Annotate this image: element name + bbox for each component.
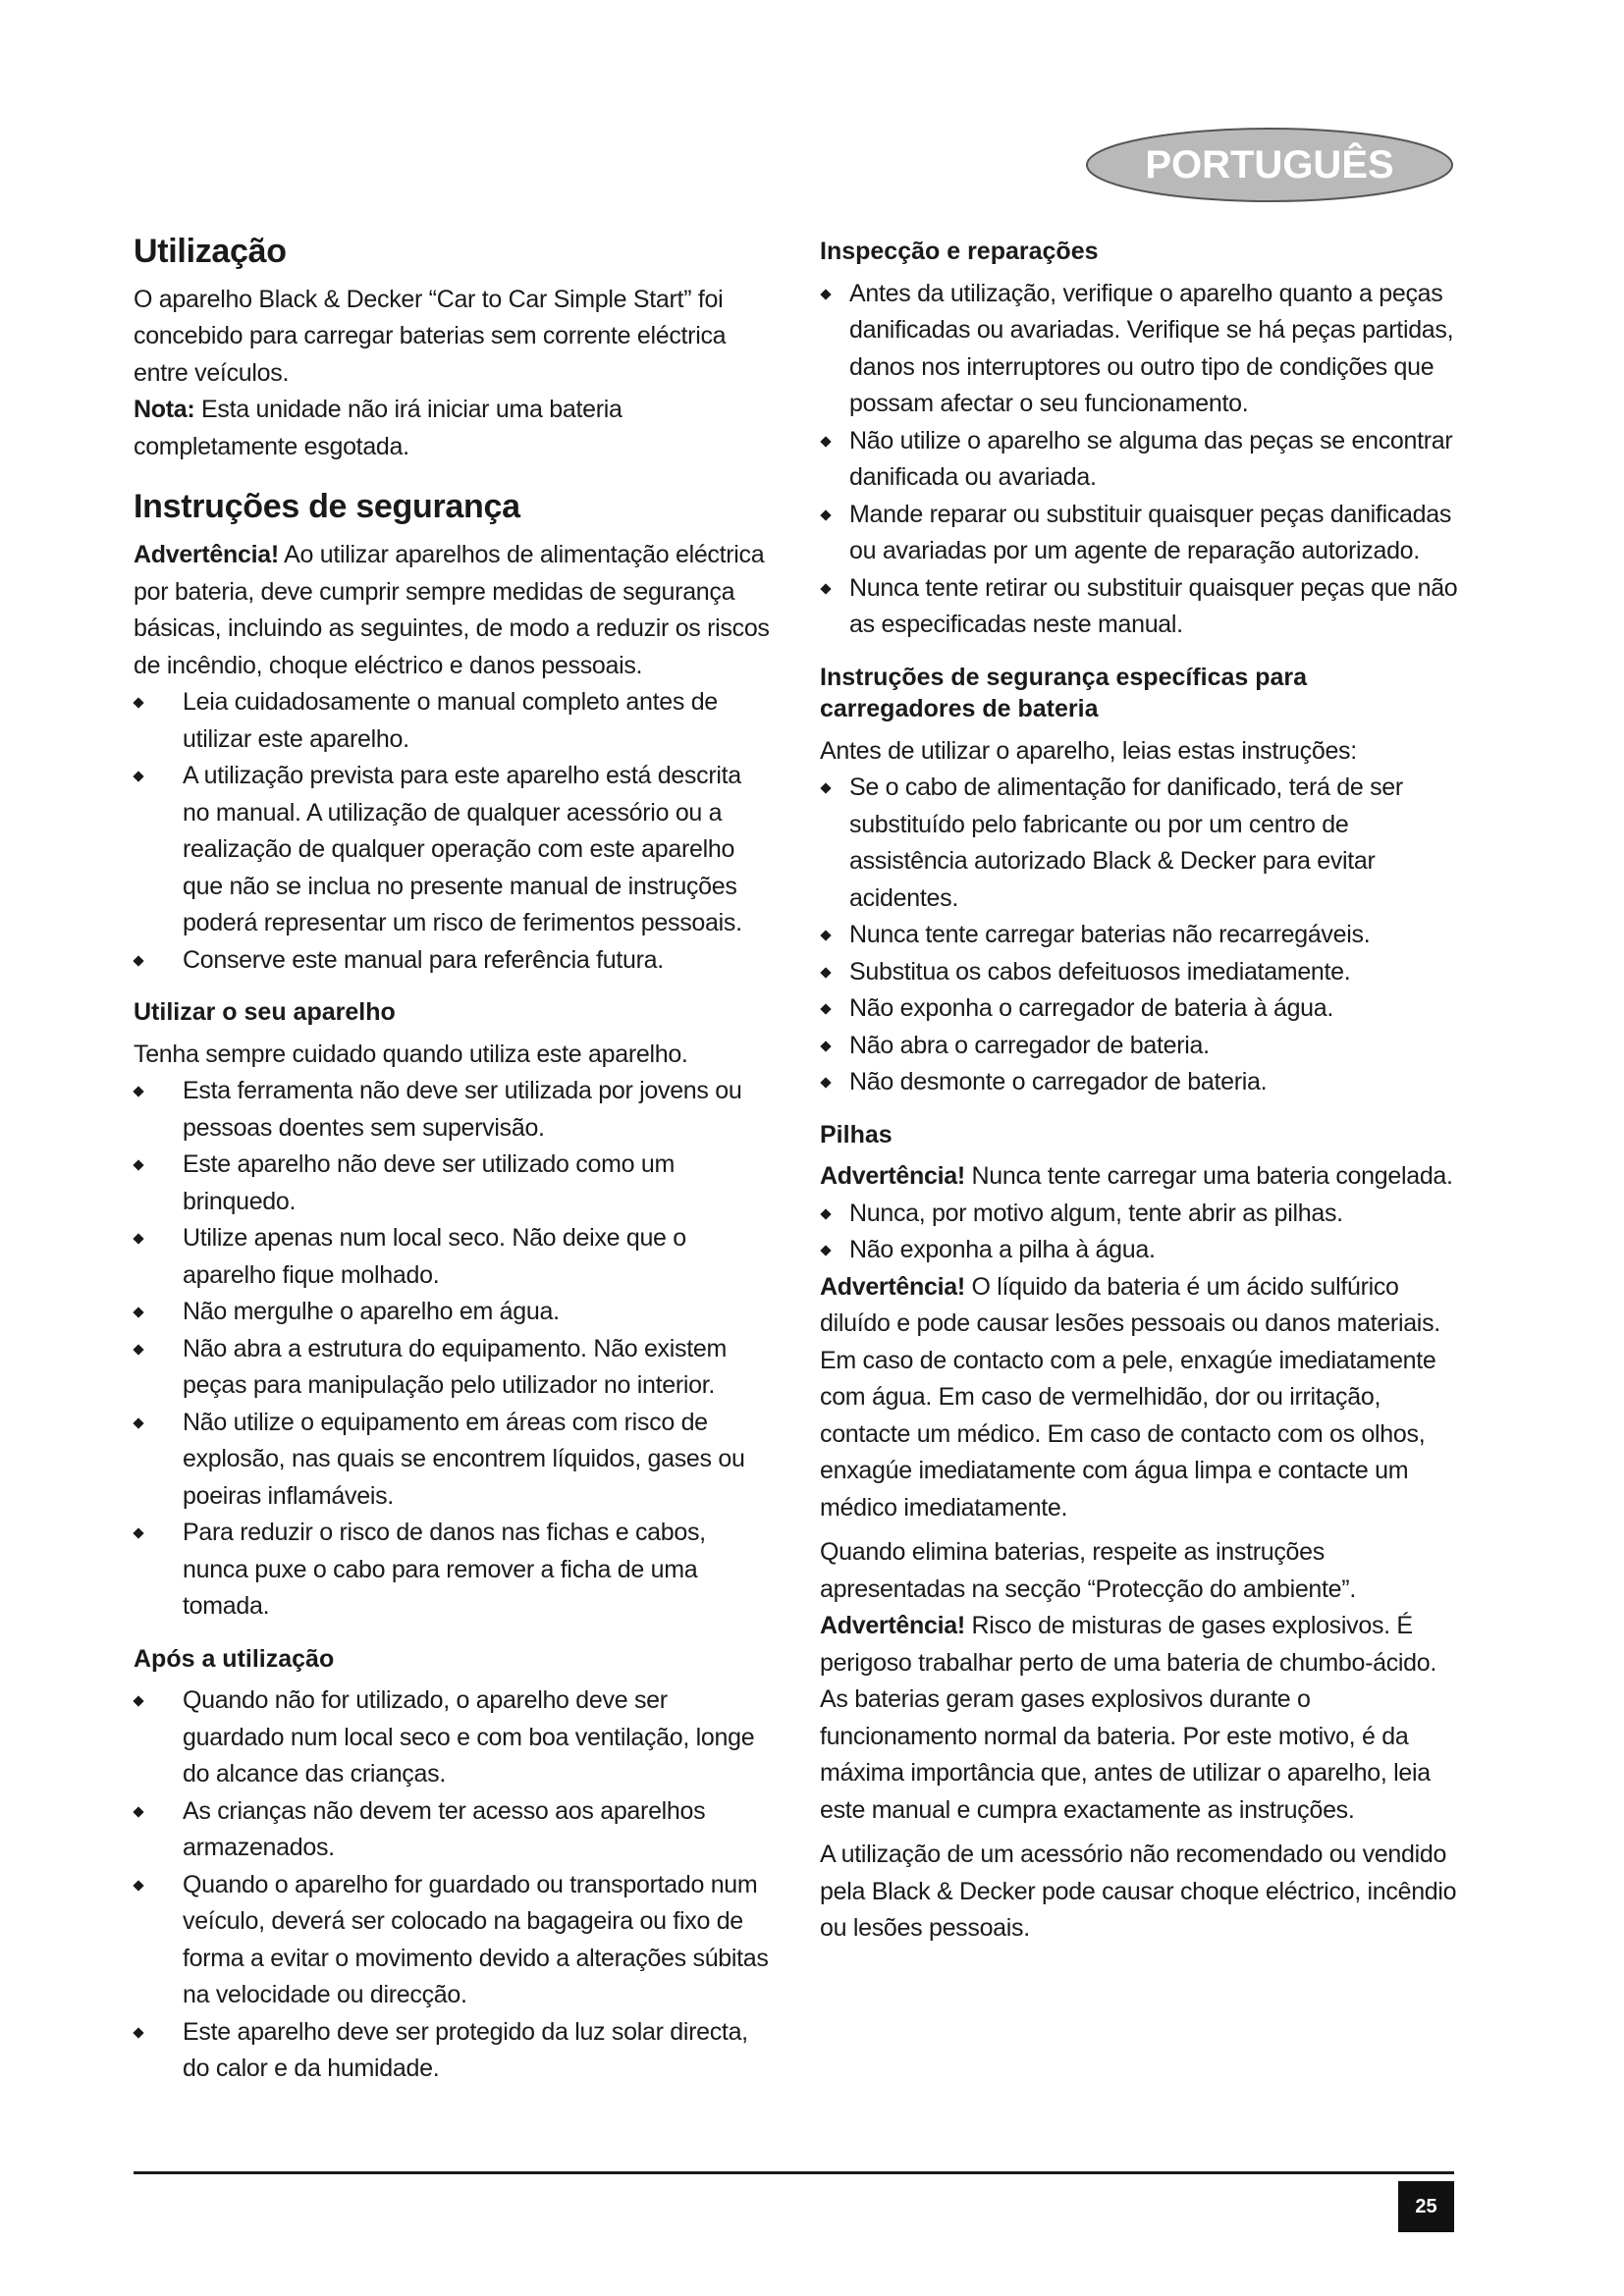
bullet-icon bbox=[820, 436, 831, 447]
paragraph: Advertência! Nunca tente carregar uma bateria congelada. bbox=[820, 1162, 1453, 1190]
bullet-icon bbox=[133, 1417, 143, 1428]
section-carregadores bbox=[820, 662, 1458, 1101]
list-item: Não exponha a pilha à água. bbox=[820, 1232, 1458, 1269]
bullet-icon bbox=[133, 1880, 143, 1891]
page-number: 25 bbox=[1398, 2181, 1454, 2232]
list-item: Não mergulhe o aparelho em água. bbox=[134, 1294, 772, 1331]
bullet-list bbox=[134, 684, 772, 979]
paragraph: Advertência! Ao utilizar aparelhos de alimentação eléctrica por bateria, deve cumprir sempre medidas de segurança básicas, incluindo as seguintes, de modo a reduzir os riscos de incêndio, choque eléctrico e danos pessoais. bbox=[134, 541, 770, 679]
list-item: Esta ferramenta não deve ser utilizada por jovens ou pessoas doentes sem supervisão. bbox=[134, 1073, 772, 1147]
list-item: Leia cuidadosamente o manual completo antes de utilizar este aparelho. bbox=[134, 684, 772, 758]
bullet-icon bbox=[133, 1159, 143, 1170]
bullet-icon bbox=[133, 1806, 143, 1817]
bullet-list bbox=[820, 1196, 1458, 1269]
paragraph: Quando elimina baterias, respeite as instruções apresentadas na secção “Protecção do ambiente”. Advertência! Risco de misturas de gases explosivos. É perigoso trabalhar perto de uma bateria de chumbo-ácido. As baterias geram gases explosivos durante o funcionamento normal da bateria. Por este motivo, é da máxima importância que, antes de utilizar o aparelho, leia este manual e cumpra exactamente as instruções. bbox=[820, 1538, 1437, 1824]
footer-rule bbox=[134, 2171, 1454, 2174]
list-item: Antes da utilização, verifique o aparelho quanto a peças danificadas ou avariadas. Verifique se há peças partidas, danos nos interruptores ou outro tipo de condições que possam afectar o seu funcionamento. bbox=[820, 276, 1458, 423]
right-column bbox=[820, 236, 1458, 1948]
subsection-title: Pilhas bbox=[820, 1120, 893, 1148]
bullet-icon bbox=[820, 1077, 831, 1088]
list-item: Não desmonte o carregador de bateria. bbox=[820, 1064, 1458, 1101]
list-item: Não utilize o aparelho se alguma das peças se encontrar danificada ou avariada. bbox=[820, 423, 1458, 497]
list-item: Não exponha o carregador de bateria à água. bbox=[820, 990, 1458, 1028]
bullet-icon bbox=[820, 1041, 831, 1051]
bullet-icon bbox=[133, 1233, 143, 1244]
list-item: Mande reparar ou substituir quaisquer peças danificadas ou avariadas por um agente de reparação autorizado. bbox=[820, 497, 1458, 570]
warning-label: Advertência! bbox=[820, 1612, 965, 1639]
language-badge bbox=[1083, 126, 1456, 204]
section-seguranca bbox=[134, 487, 772, 979]
paragraph: Antes de utilizar o aparelho, leias estas instruções: bbox=[820, 736, 1357, 765]
bullet-icon bbox=[820, 967, 831, 978]
list-item: Este aparelho não deve ser utilizado como um brinquedo. bbox=[134, 1147, 772, 1220]
subsection-title: Inspecção e reparações bbox=[820, 238, 1099, 265]
bullet-icon bbox=[133, 955, 143, 966]
bullet-icon bbox=[133, 1086, 143, 1096]
list-item: Quando o aparelho for guardado ou transportado num veículo, deverá ser colocado na bagageira ou fixo de forma a evitar o movimento devido a alterações súbitas na velocidade ou direcção. bbox=[134, 1867, 772, 2014]
warning-label: Advertência! bbox=[820, 1162, 965, 1190]
section-title: Instruções de segurança bbox=[134, 488, 520, 526]
list-item: Não abra a estrutura do equipamento. Não existem peças para manipulação pelo utilizador no interior. bbox=[134, 1331, 772, 1405]
list-item: Nunca, por motivo algum, tente abrir as pilhas. bbox=[820, 1196, 1458, 1233]
bullet-icon bbox=[820, 1003, 831, 1014]
bullet-icon bbox=[820, 930, 831, 940]
bullet-icon bbox=[820, 289, 831, 299]
bullet-list bbox=[820, 770, 1458, 1101]
bullet-icon bbox=[133, 771, 143, 781]
subsection-title: Após a utilização bbox=[134, 1644, 335, 1673]
bullet-icon bbox=[133, 1307, 143, 1317]
bullet-list bbox=[820, 276, 1458, 644]
list-item: As crianças não devem ter acesso aos aparelhos armazenados. bbox=[134, 1793, 772, 1867]
bullet-icon bbox=[820, 1208, 831, 1219]
bullet-icon bbox=[133, 1527, 143, 1538]
section-apos bbox=[134, 1643, 772, 2088]
list-item: Não utilize o equipamento em áreas com risco de explosão, nas quais se encontrem líquidos, gases ou poeiras inflamáveis. bbox=[134, 1405, 772, 1516]
paragraph: Tenha sempre cuidado quando utiliza este aparelho. bbox=[134, 1040, 688, 1068]
subsection-title: Utilizar o seu aparelho bbox=[134, 998, 396, 1027]
bullet-icon bbox=[133, 697, 143, 708]
section-pilhas bbox=[820, 1119, 1458, 1948]
list-item: Não abra o carregador de bateria. bbox=[820, 1028, 1458, 1065]
paragraph: A utilização de um acessório não recomendado ou vendido pela Black & Decker pode causar choque eléctrico, incêndio ou lesões pessoais. bbox=[820, 1841, 1457, 1942]
warning-label: Advertência! bbox=[820, 1272, 965, 1301]
bullet-icon bbox=[820, 509, 831, 520]
bullet-list bbox=[134, 1073, 772, 1626]
subsection-title: Instruções de segurança específicas para carregadores de bateria bbox=[820, 663, 1308, 722]
bullet-icon bbox=[133, 2027, 143, 2038]
language-label: PORTUGUÊS bbox=[1145, 143, 1394, 187]
list-item: Este aparelho deve ser protegido da luz solar directa, do calor e da humidade. bbox=[134, 2014, 772, 2088]
paragraph: Advertência! O líquido da bateria é um ácido sulfúrico diluído e pode causar lesões pessoais ou danos materiais. Em caso de contacto com a pele, enxagúe imediatamente com água. Em caso de vermelhidão, dor ou irritação, contacte um médico. Em caso de contacto com os olhos, enxagúe imediatamente com água limpa e contacte um médico imediatamente. bbox=[820, 1272, 1440, 1522]
list-item: Substitua os cabos defeituosos imediatamente. bbox=[820, 954, 1458, 991]
language-badge-shape bbox=[1083, 126, 1456, 204]
list-item: Nunca tente carregar baterias não recarregáveis. bbox=[820, 917, 1458, 954]
list-item: Se o cabo de alimentação for danificado, terá de ser substituído pelo fabricante ou por um centro de assistência autorizado Black & Decker para evitar acidentes. bbox=[820, 770, 1458, 917]
left-column bbox=[134, 232, 772, 2088]
list-item: A utilização prevista para este aparelho está descrita no manual. A utilização de qualquer acessório ou a realização de qualquer operação com este aparelho que não se inclua no presente manual de instruções poderá representar um risco de ferimentos pessoais. bbox=[134, 758, 772, 942]
bullet-icon bbox=[133, 1344, 143, 1355]
paragraph: O aparelho Black & Decker “Car to Car Simple Start” foi concebido para carregar baterias sem corrente eléctrica entre veículos. Nota: Esta unidade não irá iniciar uma bateria completamente esgotada. bbox=[134, 285, 727, 460]
warning-label: Advertência! bbox=[134, 541, 279, 569]
section-utilizar bbox=[134, 996, 772, 1626]
list-item: Nunca tente retirar ou substituir quaisquer peças que não as especificadas neste manual. bbox=[820, 570, 1458, 644]
bullet-icon bbox=[133, 1695, 143, 1706]
bullet-icon bbox=[820, 782, 831, 793]
section-utilizacao bbox=[134, 232, 772, 465]
list-item: Para reduzir o risco de danos nas fichas e cabos, nunca puxe o cabo para remover a ficha de uma tomada. bbox=[134, 1515, 772, 1626]
list-item: Conserve este manual para referência futura. bbox=[134, 942, 772, 980]
bullet-list bbox=[134, 1682, 772, 2088]
list-item: Utilize apenas num local seco. Não deixe que o aparelho fique molhado. bbox=[134, 1220, 772, 1294]
section-title: Utilização bbox=[134, 233, 287, 270]
list-item: Quando não for utilizado, o aparelho deve ser guardado num local seco e com boa ventilação, longe do alcance das crianças. bbox=[134, 1682, 772, 1793]
bullet-icon bbox=[820, 583, 831, 594]
bullet-icon bbox=[820, 1245, 831, 1255]
note-label: Nota: bbox=[134, 396, 195, 424]
section-inspeccao bbox=[820, 236, 1458, 644]
